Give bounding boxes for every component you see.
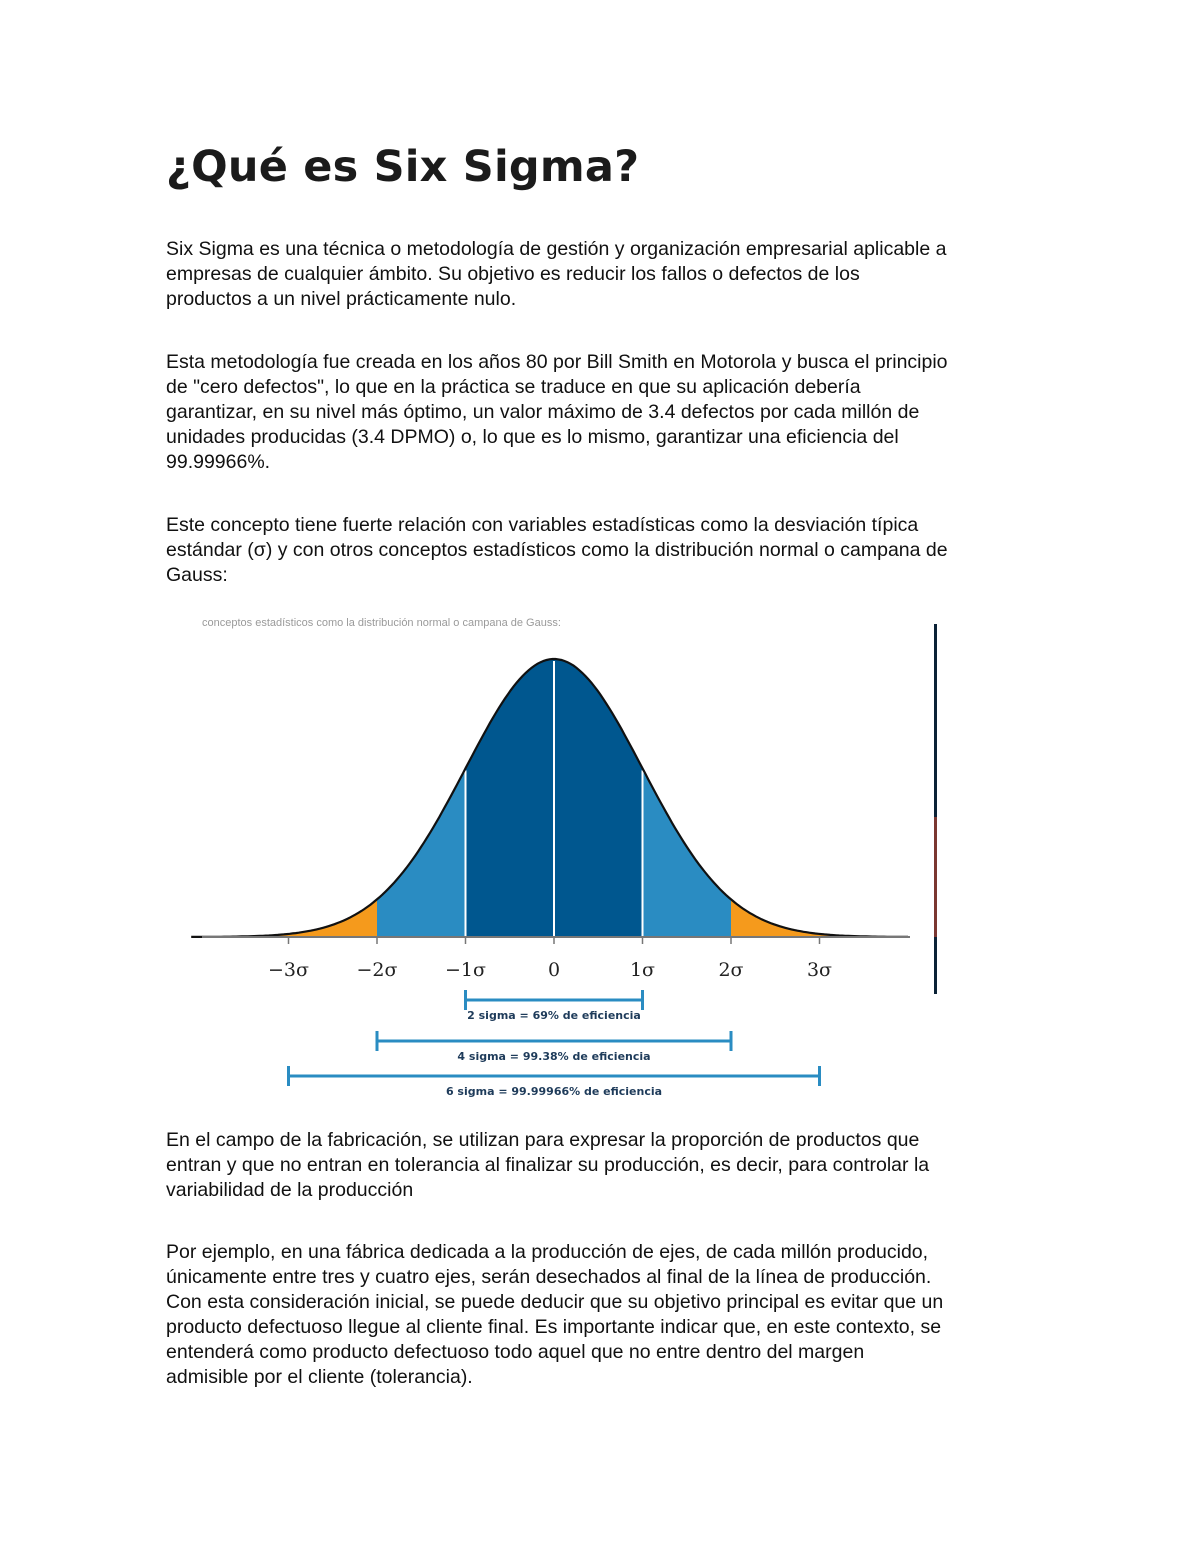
text-line: de "cero defectos", lo que en la práctica se traduce en que su aplicación debería [166,376,861,398]
text-line: estándar (σ) y con otros conceptos estadísticos como la distribución normal o campana de [166,539,948,561]
sigma-range-bracket [466,990,643,1022]
text-line: empresas de cualquier ámbito. Su objetivo es reducir los fallos o defectos de los [166,263,860,285]
x-tick-label: −1σ [445,959,486,981]
range-label: 4 sigma = 99.38% de eficiencia [457,1050,651,1063]
text-line: únicamente entre tres y cuatro ejes, serán desechados al final de la línea de producción. [166,1266,932,1288]
text-line: entran y que no entran en tolerancia al finalizar su producción, es decir, para controlar la [166,1154,930,1176]
range-label: 6 sigma = 99.99966% de eficiencia [445,1085,663,1098]
cropped-caption-fragment: conceptos estadísticos como la distribución normal o campana de Gauss: [202,617,561,629]
paragraph-statistics [166,513,1046,588]
text-line: Por ejemplo, en una fábrica dedicada a la producción de ejes, de cada millón producido, [166,1241,929,1263]
normal-distribution-diagram [180,612,960,1112]
x-tick-label: −2σ [356,959,398,981]
text-line: garantizar, en su nivel más óptimo, un valor máximo de 3.4 defectos por cada millón de [166,401,920,423]
text-line: admisible por el cliente (tolerancia). [166,1366,473,1388]
side-bar-decoration [934,624,937,994]
x-tick-label: 0 [547,959,561,981]
text-line: producto defectuoso llegue al cliente final. Es importante indicar que, en este contexto, se [166,1316,942,1338]
text-line: productos a un nivel prácticamente nulo. [166,288,517,310]
sigma-range-bracket [377,1031,731,1063]
text-line: En el campo de la fabricación, se utilizan para expresar la proporción de productos que [166,1129,920,1151]
paragraph-definition [166,237,1046,312]
side-accent-decoration [934,817,937,937]
text-line: Esta metodología fue creada en los años 80 por Bill Smith en Motorola y busca el principio [166,351,948,373]
text-line: Six Sigma es una técnica o metodología de gestión y organización empresarial aplicable a [166,238,947,260]
text-line: unidades producidas (3.4 DPMO) o, lo que es lo mismo, garantizar una eficiencia del [166,426,899,448]
paragraph-origin [166,350,1046,475]
text-line: Con esta consideración inicial, se puede deducir que su objetivo principal es evitar que un [166,1291,944,1313]
paragraph-manufacturing [166,1128,1046,1203]
text-line: entenderá como producto defectuoso todo aquel que no entre dentro del margen [166,1341,865,1363]
x-tick-label: 2σ [718,959,744,981]
gauss-bell-figure [180,612,960,1112]
range-label: 2 sigma = 69% de eficiencia [467,1009,641,1022]
sigma-range-bracket [289,1066,820,1098]
text-line: Gauss: [166,564,228,586]
text-line: 99.99966%. [166,451,271,473]
page-title: ¿Qué es Six Sigma? [166,142,640,192]
x-tick-label: −3σ [268,959,309,981]
text-line: variabilidad de la producción [166,1179,414,1201]
paragraph-example [166,1240,1046,1390]
x-tick-label: 3σ [806,959,833,981]
x-tick-label: 1σ [629,959,656,981]
text-line: Este concepto tiene fuerte relación con variables estadísticas como la desviación típica [166,514,919,536]
